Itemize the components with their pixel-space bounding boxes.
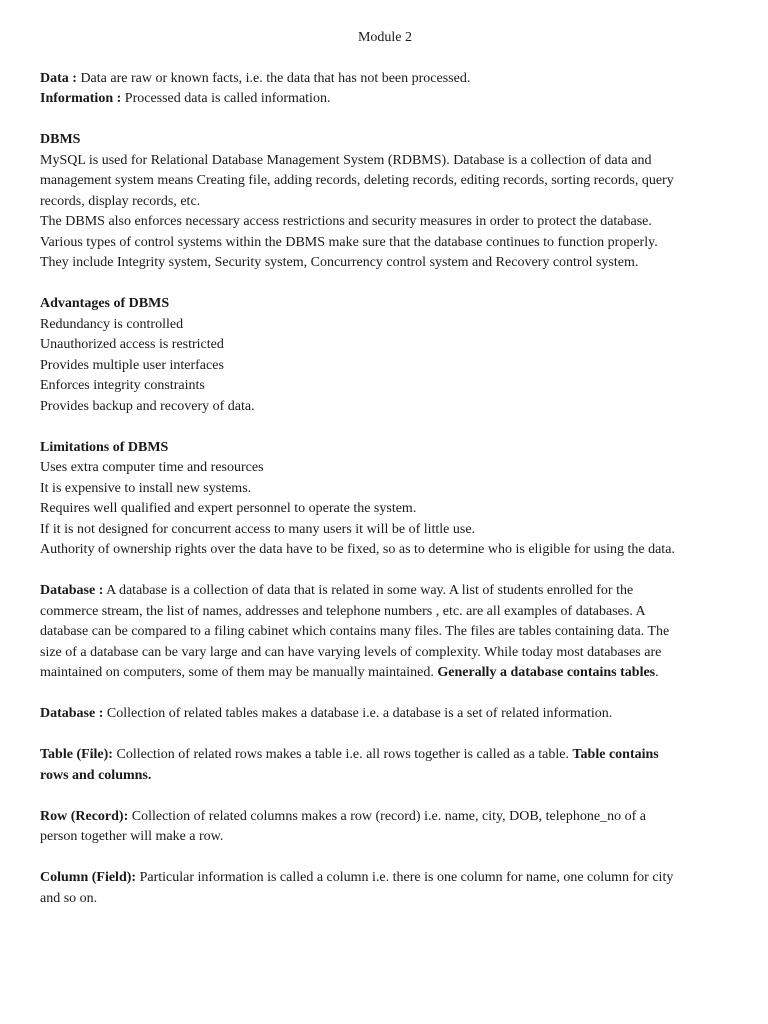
row-definition: Row (Record): Collection of related columns makes a row (record) i.e. name, city, DOB, telephone_no of a (40, 808, 646, 824)
spacer (40, 848, 730, 869)
database-paragraph-line: database can be compared to a filing cabinet which contains many files. The files are tables containing data. The (40, 624, 670, 639)
limitation-item: Uses extra computer time and resources (40, 460, 264, 475)
row-definition-line: person together will make a row. (40, 829, 224, 844)
page-title: Module 2 (357, 30, 413, 45)
column-definition: Column (Field): Particular information is called a column i.e. there is one column for name, one column for city (40, 870, 674, 885)
advantage-item: Enforces integrity constraints (40, 378, 205, 393)
dbms-line: management system means Creating file, adding records, deleting records, editing records, sorting records, query (40, 173, 674, 188)
dbms-line: records, display records, etc. (40, 193, 201, 209)
dbms-line: The DBMS also enforces necessary access restrictions and security measures in order to protect the database. (40, 214, 652, 229)
database-paragraph-line: size of a database can be vary large and can have varying levels of complexity. While today most databases are (40, 644, 662, 660)
advantage-item: Provides backup and recovery of data. (40, 398, 255, 414)
spacer (40, 725, 730, 746)
dbms-heading: DBMS (40, 132, 81, 147)
table-bold-statement: Table contains (572, 747, 659, 762)
spacer (40, 684, 730, 705)
data-definition (40, 69, 730, 90)
table-definition: Table (File): Collection of related rows makes a table i.e. all rows together is called as a table. Table contains (40, 747, 659, 762)
advantage-item: Unauthorized access is restricted (40, 337, 224, 352)
spacer (40, 110, 730, 131)
table-term: Table (File): (40, 747, 113, 762)
document-page (40, 28, 730, 909)
advantage-item: Redundancy is controlled (40, 316, 184, 332)
data-text: Data are raw or known facts, i.e. the data that has not been processed. (76, 70, 471, 86)
limitation-item: Authority of ownership rights over the data have to be fixed, so as to determine who is eligible for using the data. (40, 542, 675, 557)
dbms-line: They include Integrity system, Security system, Concurrency control system and Recovery control system. (40, 255, 639, 270)
column-definition-line: and so on. (40, 890, 98, 906)
data-term: Data : (40, 70, 77, 86)
table-definition-line: rows and columns. (40, 767, 152, 783)
spacer (40, 417, 730, 438)
database-bold-statement: Generally a database contains tables (437, 665, 656, 680)
limitation-item: If it is not designed for concurrent access to many users it will be of little use. (40, 521, 476, 537)
information-term: Information : (40, 91, 122, 106)
database-paragraph-line: Database : A database is a collection of data that is related in some way. A list of students enrolled for the (40, 583, 634, 598)
row-term: Row (Record): (40, 808, 129, 824)
limitation-item: Requires well qualified and expert personnel to operate the system. (40, 501, 417, 516)
information-definition (40, 89, 730, 110)
limitation-item: It is expensive to install new systems. (40, 480, 252, 496)
spacer (40, 274, 730, 295)
advantage-item: Provides multiple user interfaces (40, 357, 224, 373)
spacer (40, 786, 730, 807)
dbms-line: MySQL is used for Relational Database Management System (RDBMS). Database is a collection of data and (40, 152, 652, 168)
database-term: Database : (40, 583, 104, 598)
spacer (40, 561, 730, 582)
database-definition: Database : Collection of related tables makes a database i.e. a database is a set of related information. (40, 706, 613, 721)
database-def-term: Database : (40, 706, 104, 721)
database-paragraph-line: commerce stream, the list of names, addresses and telephone numbers , etc. are all examples of databases. A (40, 603, 646, 619)
dbms-line: Various types of control systems within the DBMS make sure that the database continues to function properly. (40, 234, 658, 250)
limitations-heading: Limitations of DBMS (40, 439, 169, 455)
information-text: Processed data is called information. (121, 91, 331, 106)
database-paragraph-line: maintained on computers, some of them may be manually maintained. Generally a database contains tables. (40, 665, 659, 680)
advantages-heading: Advantages of DBMS (40, 296, 170, 311)
column-term: Column (Field): (40, 870, 137, 885)
